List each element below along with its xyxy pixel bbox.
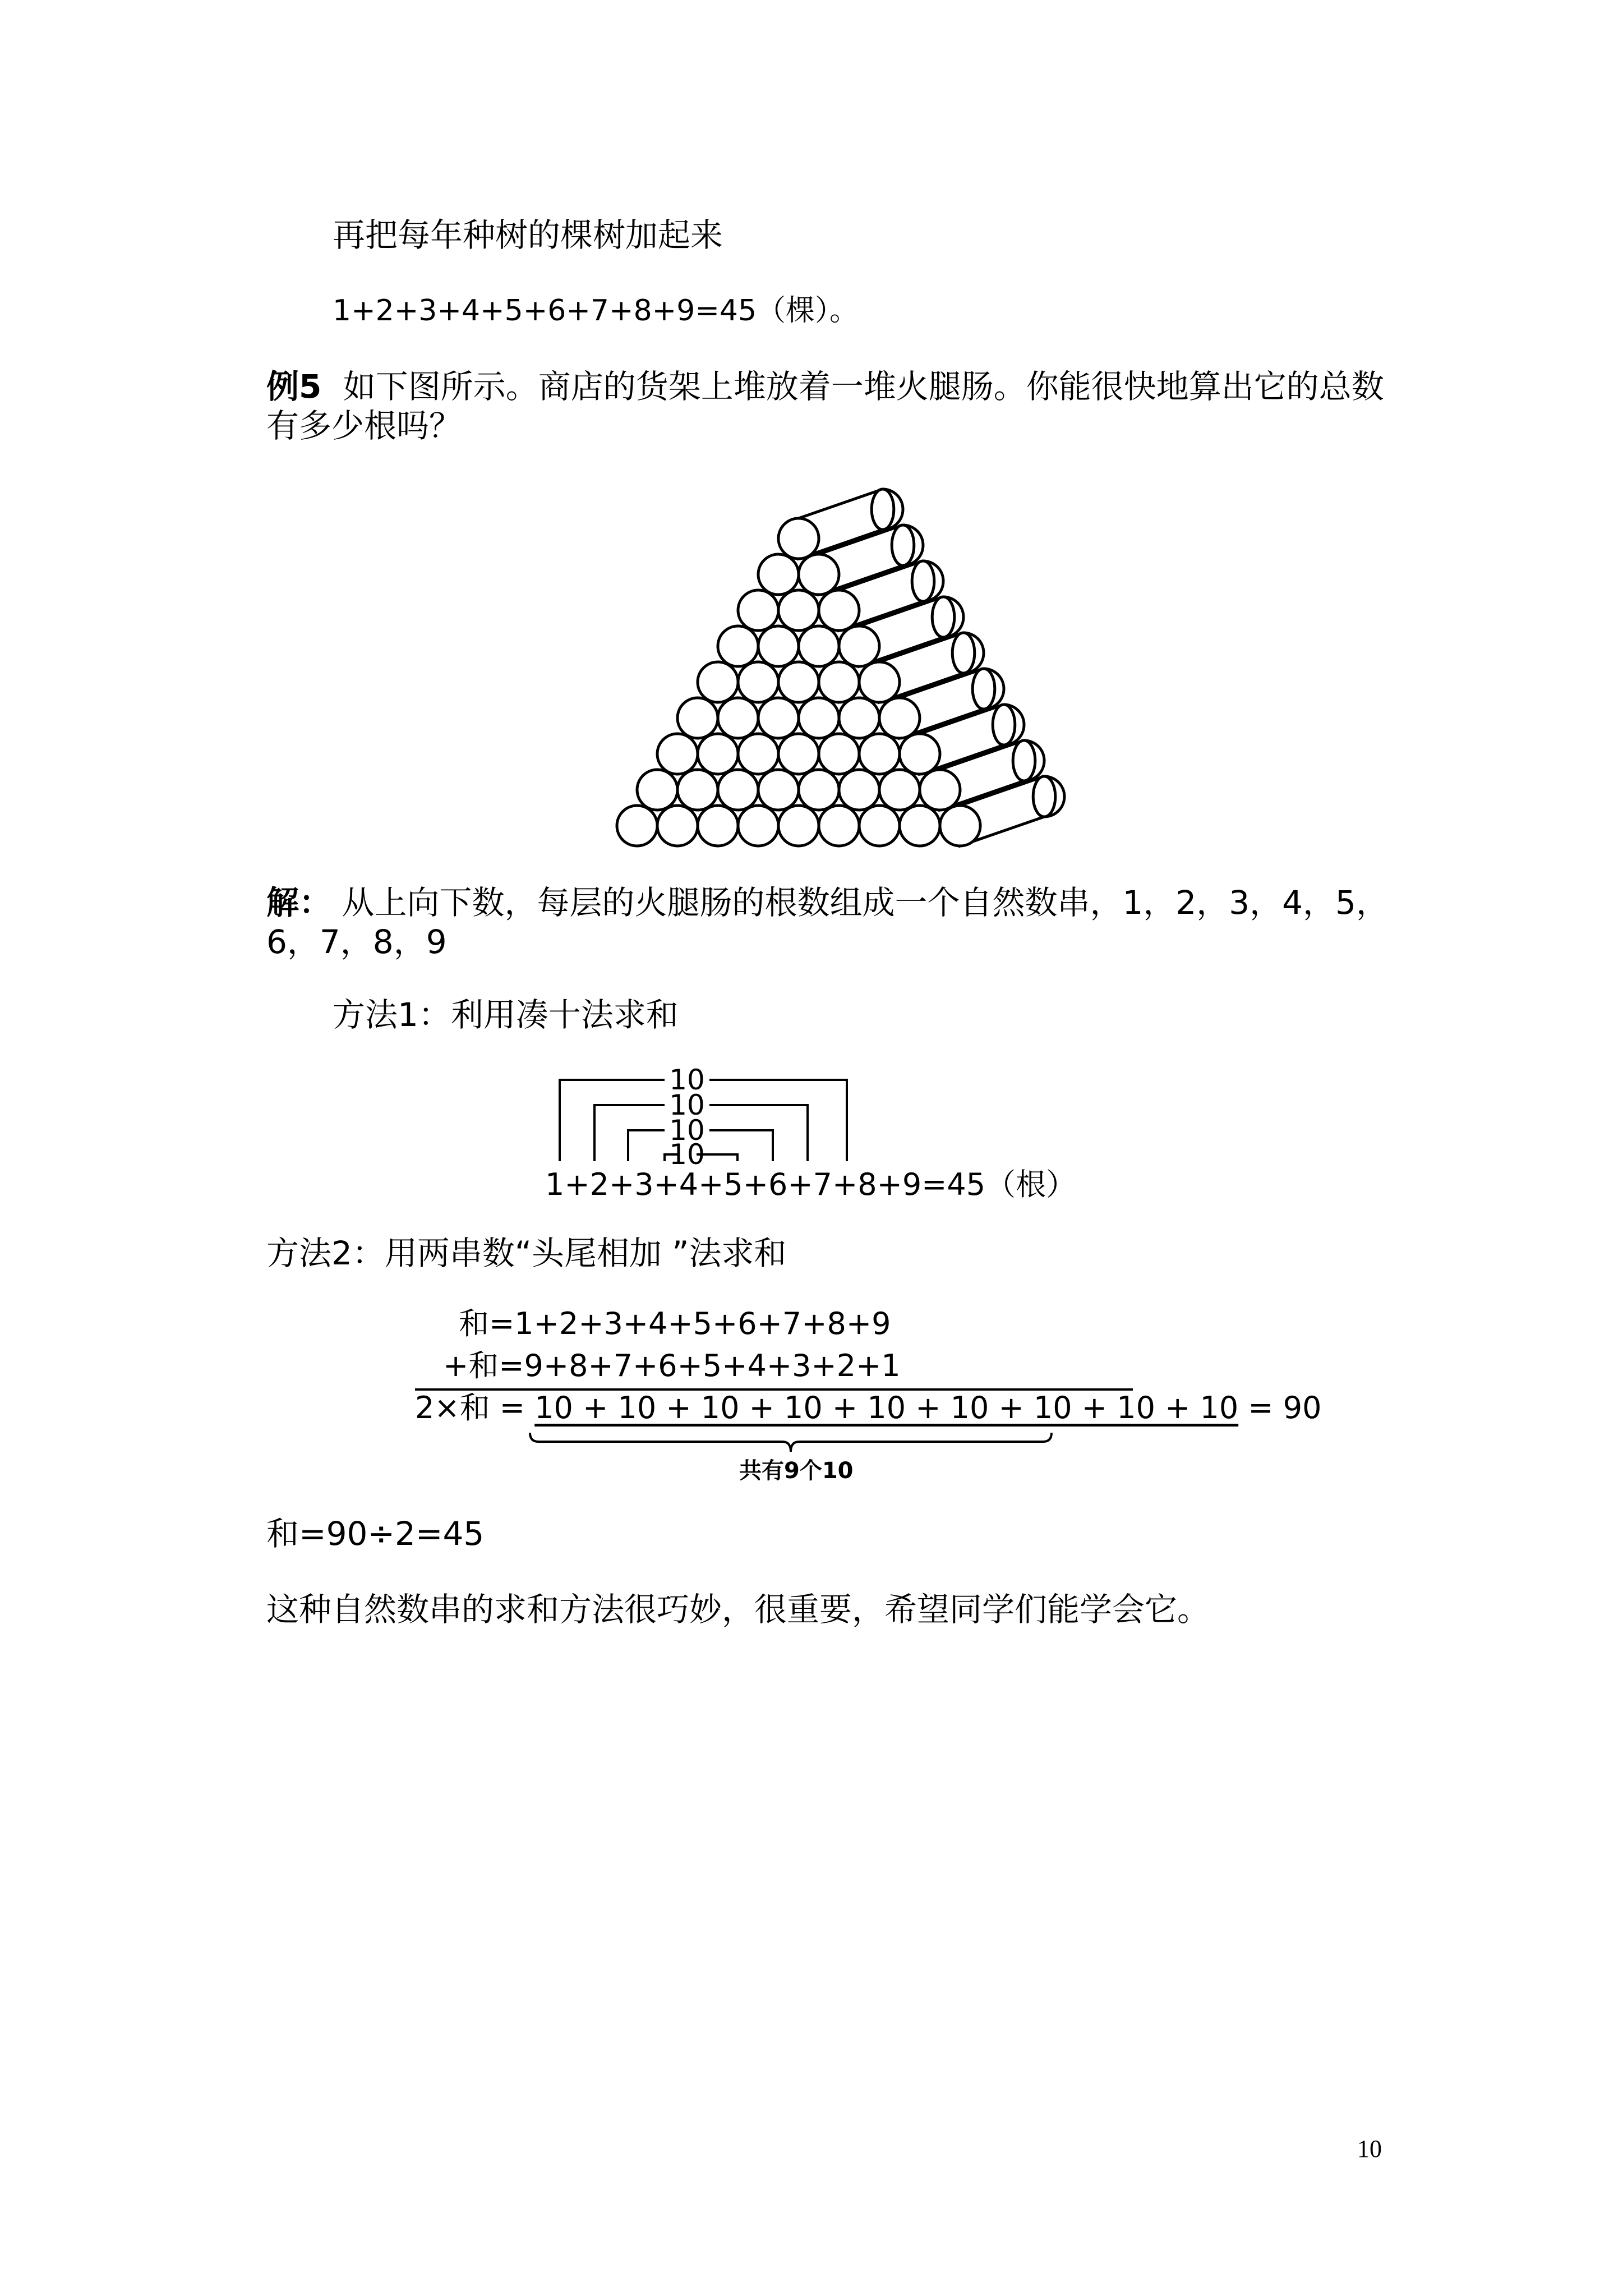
sausage-back-end xyxy=(972,669,995,709)
sum-row-1: 和=1+2+3+4+5+6+7+8+9 xyxy=(459,1306,891,1341)
sum-intro-text: 再把每年种树的棵树加起来 xyxy=(333,216,723,254)
sausage-end xyxy=(778,734,819,774)
sausage-end xyxy=(778,662,819,702)
sausage-end xyxy=(718,698,758,738)
solution-label: 解： xyxy=(266,884,332,922)
sausage-back-end xyxy=(1013,740,1035,781)
brace-label-4: 10 xyxy=(669,1138,705,1171)
sum-row-3-left: 2×和 = xyxy=(415,1390,525,1425)
sausage-end xyxy=(738,590,778,631)
example-label: 例5 xyxy=(266,367,322,406)
brace-label-2: 10 xyxy=(669,1089,705,1121)
result-text: 和=90÷2=45 xyxy=(266,1515,485,1553)
sausage-end xyxy=(617,806,657,846)
sausage-end xyxy=(758,770,799,810)
sausage-end xyxy=(778,806,819,846)
sausage-end xyxy=(900,734,940,774)
sausage-end xyxy=(859,806,900,846)
sausage-end xyxy=(657,806,698,846)
sausage-end xyxy=(698,734,738,774)
sausage-end xyxy=(799,698,839,738)
example-line-1 xyxy=(266,367,1384,406)
sausage-end xyxy=(879,770,920,810)
head-tail-addition-block xyxy=(409,1306,1322,1492)
example-text-1: 如下图所示。商店的货架上堆放着一堆火腿肠。你能很快地算出它的总数 xyxy=(343,367,1384,406)
sausage-back-end xyxy=(872,489,894,530)
sausage-end xyxy=(900,806,940,846)
sausage-end xyxy=(738,734,778,774)
solution-line-2: 6，7，8，9 xyxy=(266,923,447,961)
sausage-end xyxy=(778,518,819,559)
sum-row-3-terms: 10 + 10 + 10 + 10 + 10 + 10 + 10 + 10 + 10 xyxy=(534,1390,1239,1425)
sausage-end xyxy=(657,734,698,774)
sausage-end xyxy=(758,626,799,666)
sausage-back-end xyxy=(932,597,955,637)
sausage-end xyxy=(839,626,879,666)
sausage-end xyxy=(859,734,900,774)
sausage-end xyxy=(758,554,799,595)
sausage-end xyxy=(940,806,980,846)
sausage-back-end xyxy=(993,705,1015,745)
brace-label-1: 10 xyxy=(669,1064,705,1096)
underbrace xyxy=(527,1432,1054,1454)
sausage-end xyxy=(758,698,799,738)
example-line-2: 有多少根吗？ xyxy=(266,407,462,445)
sausage-end xyxy=(778,590,819,631)
sausage-end xyxy=(799,770,839,810)
sausage-end xyxy=(677,698,718,738)
sausage-end xyxy=(819,662,859,702)
sausage-end xyxy=(819,734,859,774)
sausage-end xyxy=(738,806,778,846)
brace-note: 共有9个10 xyxy=(739,1458,854,1484)
solution-text-1: 从上向下数，每层的火腿肠的根数组成一个自然数串，1，2，3，4，5， xyxy=(342,884,1389,922)
method2-title: 方法2：用两串数“头尾相加 ”法求和 xyxy=(266,1234,787,1272)
sausage-end xyxy=(839,770,879,810)
sausage-end xyxy=(677,770,718,810)
method1-title: 方法1：利用凑十法求和 xyxy=(333,996,679,1034)
sausage-end xyxy=(879,698,920,738)
page-number: 10 xyxy=(1357,2135,1382,2162)
ham-pyramid-figure xyxy=(594,471,1054,853)
sausage-back-end xyxy=(1033,776,1055,817)
sum-row-3 xyxy=(415,1391,1322,1425)
sum-row-3-right: = 90 xyxy=(1248,1390,1322,1425)
sausage-back-end xyxy=(912,561,934,601)
sausage-back-end xyxy=(952,633,975,673)
brace-label-3: 10 xyxy=(669,1114,705,1147)
sausage-end xyxy=(920,770,960,810)
sausage-end xyxy=(819,590,859,631)
sausage-back-end xyxy=(892,525,914,565)
sausage-end xyxy=(799,626,839,666)
sausage-end xyxy=(738,662,778,702)
sausage-end xyxy=(859,662,900,702)
make-ten-diagram xyxy=(544,1060,1077,1206)
sausage-end xyxy=(718,770,758,810)
sausage-end xyxy=(698,662,738,702)
conclusion-text: 这种自然数串的求和方法很巧妙，很重要，希望同学们能学会它。 xyxy=(266,1590,1210,1628)
sausage-end xyxy=(839,698,879,738)
sausage-end xyxy=(698,806,738,846)
sum-row-2: +和=9+8+7+6+5+4+3+2+1 xyxy=(443,1348,901,1383)
method1-equation: 1+2+3+4+5+6+7+8+9=45（根） xyxy=(545,1167,1077,1202)
sausage-end xyxy=(819,806,859,846)
sum-equation-text: 1+2+3+4+5+6+7+8+9=45（棵）。 xyxy=(333,294,859,328)
sausage-end xyxy=(799,554,839,595)
sausage-end xyxy=(637,770,677,810)
sausage-end xyxy=(718,626,758,666)
solution-line-1 xyxy=(266,884,1389,922)
